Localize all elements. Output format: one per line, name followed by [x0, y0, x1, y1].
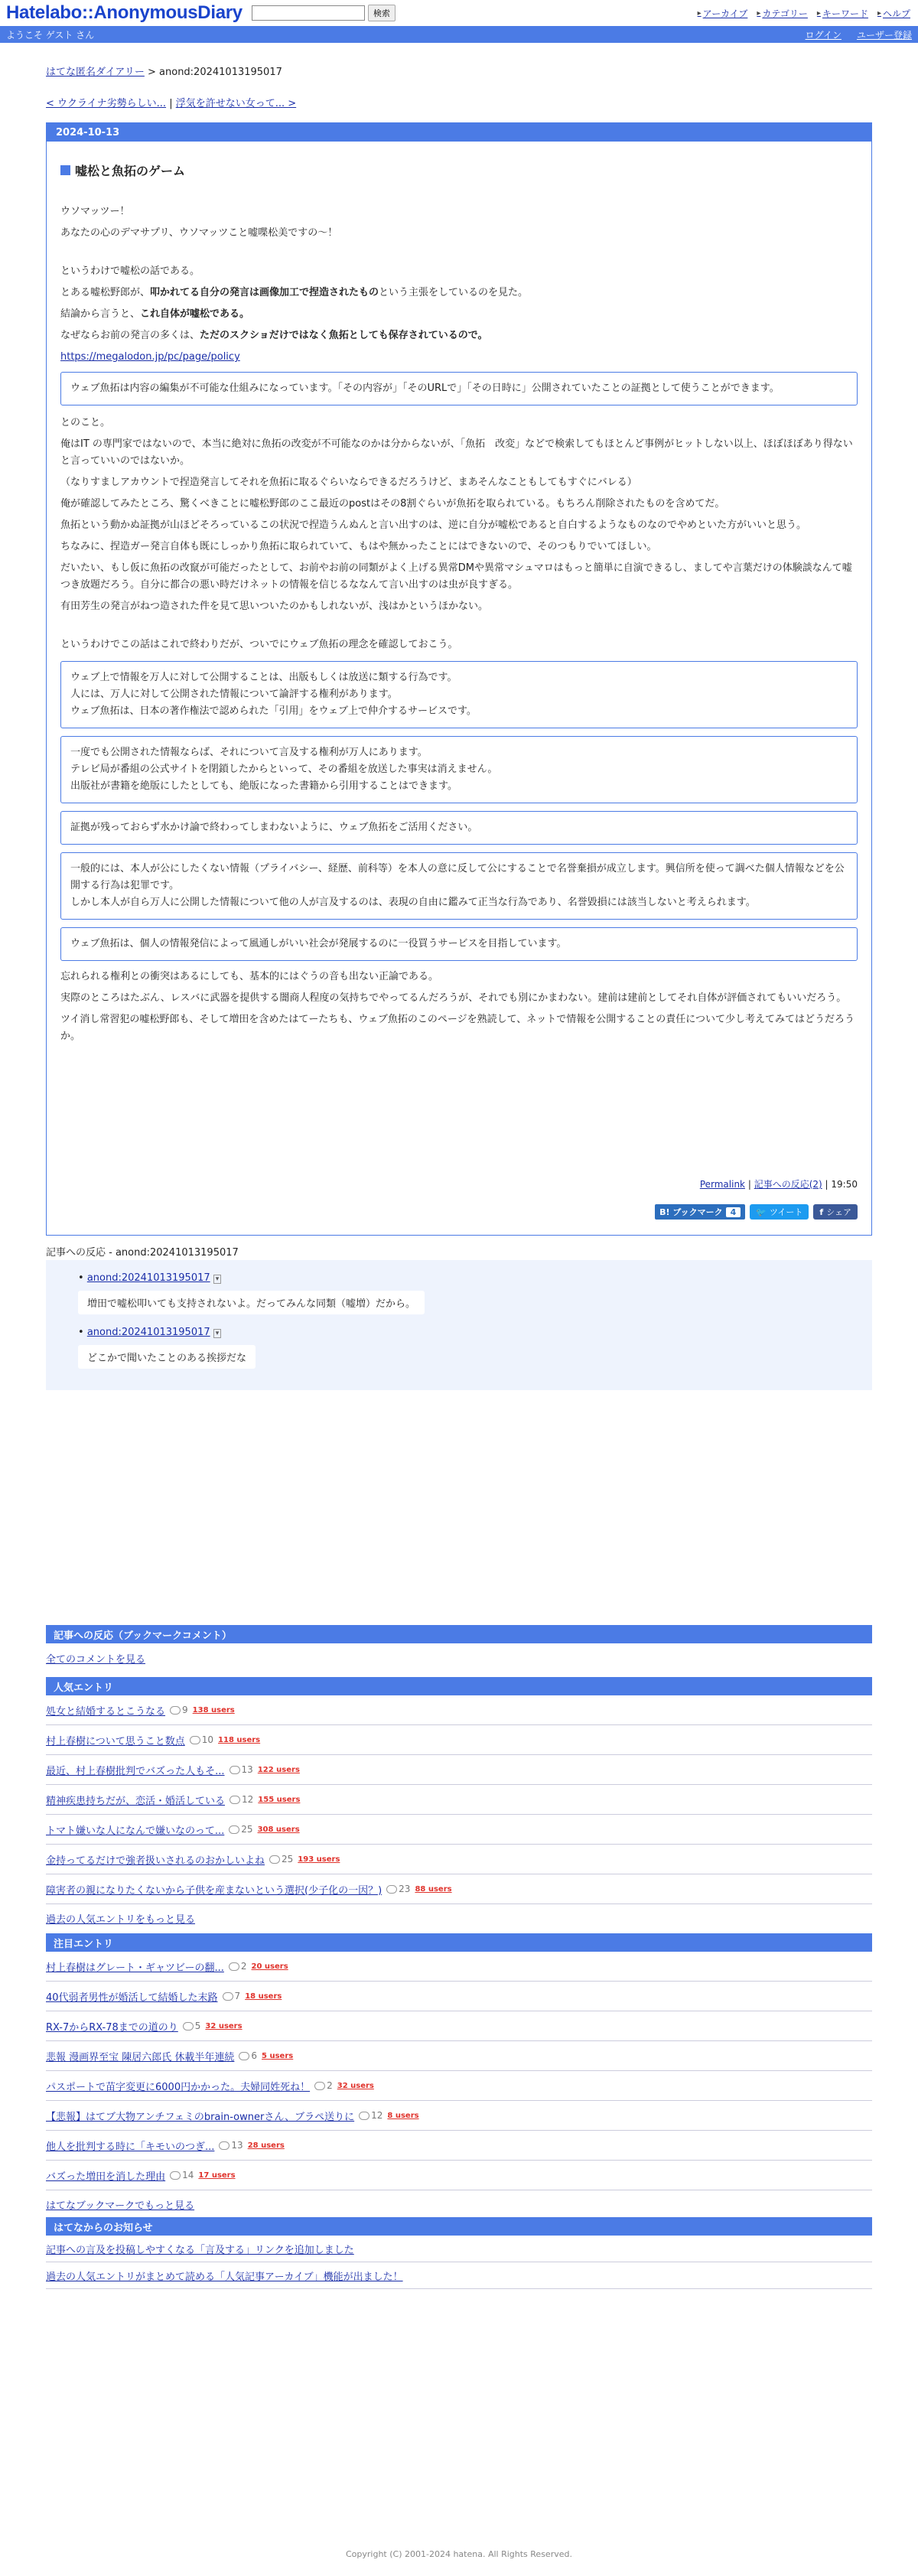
share-label: シェア [826, 1207, 851, 1217]
reaction-link[interactable]: anond:20241013195017 [86, 1327, 210, 1338]
prev-entry-link[interactable]: < ウクライナ劣勢らしい... [46, 98, 167, 109]
policy-link[interactable]: https://megalodon.jp/pc/page/policy [60, 351, 240, 363]
hatena-bookmark-button[interactable] [655, 1204, 745, 1220]
entry-title-text: 嘘松と魚拓のゲーム [75, 164, 186, 178]
comment-bubble-icon [170, 2171, 181, 2180]
para [60, 285, 858, 301]
entry-link[interactable]: 精神疾患持ちだが、恋活・婚活している [46, 1795, 226, 1807]
comment-count-value: 2 [327, 2080, 333, 2091]
comment-bubble-icon [223, 1992, 233, 2001]
pager-sep: | [169, 98, 173, 109]
users-badge[interactable]: 118 users [218, 1735, 261, 1744]
register-link[interactable]: ユーザー登録 [856, 30, 912, 41]
nav-help[interactable] [877, 7, 910, 20]
users-badge[interactable]: 155 users [258, 1795, 301, 1804]
share-buttons [655, 1204, 858, 1220]
entry-row [46, 1755, 872, 1785]
next-entry-link[interactable]: 浮気を許せない女って... > [175, 98, 297, 109]
users-badge[interactable]: 5 users [262, 2051, 294, 2060]
para: あなたの心のデマサプリ、ウソマッツこと嘘喋松美ですの～！ [60, 227, 338, 239]
text: とある嘘松野郎が、 [60, 287, 151, 298]
para: 俺が確認してみたところ、驚くべきことに嘘松野郎のここ最近のpostはその8割ぐらいが魚拓を取られている。もちろん削除されたものを含めてだ。 [60, 498, 725, 510]
users-badge[interactable]: 20 users [251, 1962, 288, 1971]
comment-count-value: 23 [399, 1884, 411, 1894]
users-badge[interactable]: 28 users [247, 2141, 285, 2150]
comment-count[interactable] [170, 1705, 188, 1715]
entry-link[interactable]: 【悲報】はてブ大物アンチフェミのbrain-ownerさん、ブラペ送りに [46, 2111, 355, 2123]
comment-bubble-icon [230, 1766, 240, 1774]
para: だいたい、もし仮に魚拓の改竄が可能だったとして、お前やお前の同類がよく上げる異常DMや異常マシュマロはもっと簡単に自演できるし、ましてや言葉だけの体験談なんて嘘つき放題だろう。自分に都合の悪い時だけネットの情報を信じるななんて言い出すのは虫が良すぎる。 [60, 562, 852, 591]
comment-count-value: 14 [182, 2170, 194, 2180]
para: ちなみに、捏造ガー発言自体も既にしっかり魚拓に取られていて、もはや無かったことにはできないので、そのつもりでいてほしい。 [60, 541, 657, 552]
reactions-link[interactable]: 記事への反応(2) [754, 1179, 822, 1190]
entry-link[interactable]: トマト嫌いな人になんで嫌いなのって... [46, 1825, 225, 1837]
entry-link[interactable]: 金持ってるだけで強者扱いされるのおかしいよね [46, 1855, 265, 1867]
quote-line: テレビ局が番組の公式サイトを閉鎖したからといって、その番組を放送した事実は消えません。 [70, 764, 498, 775]
reactions-label: 記事への反応 - anond:20241013195017 [46, 1247, 239, 1259]
reaction-text: 増田で嘘松叩いても支持されないよ。だってみんな同類（嘘増）だから。 [78, 1291, 425, 1314]
entry-row [46, 1874, 872, 1904]
news-item [46, 2236, 872, 2262]
entry-link[interactable]: パスポートで苗字変更に6000円かかった。夫婦同姓死ね！ [46, 2081, 311, 2093]
notable-list [46, 1952, 872, 2190]
comment-bubble-icon [229, 1962, 239, 1971]
comment-bubble-icon [190, 1736, 200, 1744]
comment-count-value: 9 [182, 1705, 188, 1715]
users-badge[interactable]: 17 users [198, 2171, 236, 2180]
comment-count[interactable] [170, 2170, 194, 2180]
breadcrumb-home[interactable]: はてな匿名ダイアリー [46, 67, 145, 78]
search-input[interactable] [252, 5, 365, 21]
news-link[interactable]: 記事への言及を投稿しやすくなる「言及する」リンクを追加しました [46, 2244, 354, 2256]
nav-category[interactable] [757, 7, 808, 20]
nav-keyword-label: キーワード [822, 8, 868, 19]
user-bar [0, 26, 918, 43]
users-badge[interactable]: 8 users [387, 2111, 419, 2120]
section-heading: はてなからのお知らせ [46, 2217, 872, 2236]
comment-count-value: 2 [240, 1961, 247, 1972]
comment-count[interactable] [359, 2110, 382, 2121]
entry-footer [700, 1177, 858, 1190]
footer-sep: | [825, 1179, 828, 1190]
top-bar [0, 0, 918, 26]
comment-count-value: 12 [242, 1794, 254, 1805]
users-badge[interactable]: 308 users [257, 1825, 300, 1834]
comment-bubble-icon [269, 1855, 280, 1864]
users-badge[interactable]: 32 users [337, 2081, 374, 2090]
comment-count[interactable] [183, 2021, 201, 2031]
comment-count-value: 7 [234, 1991, 241, 2001]
comment-count-value: 10 [201, 1734, 214, 1745]
bookmark-comments-section [46, 1625, 872, 1672]
header-nav [698, 7, 910, 20]
breadcrumb-current: anond:20241013195017 [159, 67, 282, 78]
entry-link[interactable]: 最近、村上春樹批判でバズった人もそ... [46, 1765, 225, 1777]
users-badge[interactable]: 18 users [245, 1991, 282, 2001]
entry-link[interactable]: 村上春樹について思うこと数点 [46, 1735, 185, 1747]
tweet-button[interactable] [750, 1204, 809, 1220]
entry-link[interactable]: RX-7からRX-78までの道のり [46, 2021, 178, 2034]
reactions-tree [46, 1260, 872, 1390]
para [60, 327, 858, 344]
entry-row [46, 1815, 872, 1845]
comment-bubble-icon [219, 2141, 230, 2150]
users-badge[interactable]: 122 users [257, 1765, 300, 1774]
entry-link[interactable]: 村上春樹はグレート・ギャツビーの翻... [46, 1962, 224, 1974]
entry-row [46, 2011, 872, 2041]
text: という主張をしているのを見た。 [379, 287, 529, 298]
entry-row [46, 1982, 872, 2011]
blockquote: ウェブ魚拓は内容の編集が不可能な仕組みになっています。「その内容が」「そのURLで」「その日時に」公開されていたことの証拠として使うことができます。 [60, 372, 858, 405]
para: ウソマッツー！ [60, 206, 130, 217]
quote-line: しかし本人が自ら万人に公開した情報について他の人が言及するのは、表現の自由に鑑みて正当な行為であり、名誉毀損には該当しないと考えられます。 [70, 897, 756, 908]
entry-link[interactable]: 処女と結婚するとこうなる [46, 1705, 166, 1718]
comment-bubble-icon [314, 2082, 325, 2090]
comment-count-value: 13 [241, 1764, 253, 1775]
expand-icon[interactable]: ▾ [213, 1275, 222, 1284]
quote-line: ウェブ魚拓は、日本の著作権法で認められた「引用」をウェブ上で仲介するサービスです。 [70, 705, 477, 717]
comment-bubble-icon [239, 2052, 249, 2060]
site-logo[interactable]: Hatelabo::AnonymousDiary [6, 2, 243, 23]
facebook-share-button[interactable] [813, 1204, 858, 1220]
users-badge[interactable]: 32 users [205, 2021, 243, 2031]
comment-count-value: 25 [282, 1854, 294, 1864]
para: 魚拓という動かぬ証拠が山ほどそろっているこの状況で捏造うんぬんと言い出すのは、逆に自分が嘘松であると自白するようなものなのでやめといた方がいいと思う。 [60, 519, 807, 531]
comment-count[interactable] [223, 1991, 241, 2001]
blockquote [60, 661, 858, 728]
text: なぜならお前の発言の多くは、 [60, 330, 200, 341]
comment-count-value: 6 [251, 2050, 258, 2061]
quote-line: 一般的には、本人が公にしたくない情報（プライバシー、経歴、前科等）を本人の意に反して公にすることで名誉棄損が成立します。興信所を使って調べた個人情報などを公開する行為は犯罪です。 [70, 863, 845, 891]
nav-archive[interactable] [698, 7, 748, 20]
comment-bubble-icon [183, 2022, 194, 2031]
entry-link[interactable]: 他人を批判する時に「キモいのつぎ... [46, 2141, 215, 2153]
reaction-item: • anond:20241013195017 ▾ [78, 1272, 221, 1284]
entry-link[interactable]: 悲報 漫画界至宝 陳居六郎氏 休載半年連続 [46, 2051, 235, 2063]
comment-count-value: 12 [371, 2110, 383, 2121]
comment-count[interactable] [229, 1824, 252, 1835]
entry-date: 2024-10-13 [47, 123, 871, 142]
comment-count[interactable] [230, 1764, 253, 1775]
entry-link[interactable]: 障害者の親になりたくないから子供を産まないという選択(少子化の一因？) [46, 1884, 382, 1897]
blockquote: 証拠が残っておらず水かけ論で終わってしまわないように、ウェブ魚拓をご活用ください。 [60, 811, 858, 845]
nav-category-label: カテゴリー [762, 8, 808, 19]
comment-bubble-icon [386, 1885, 397, 1894]
twitter-bird-icon: 🐦 [756, 1207, 767, 1217]
bookmark-count: 4 [726, 1207, 741, 1217]
reaction-link[interactable]: anond:20241013195017 [86, 1272, 210, 1284]
comment-count[interactable] [229, 1961, 247, 1972]
pager [46, 95, 872, 109]
entry-row [46, 2101, 872, 2131]
keyword-icon: ▸ [816, 9, 821, 18]
comment-bubble-icon [170, 1706, 181, 1715]
entry-link[interactable]: 40代弱者男性が婚活して結婚した末路 [46, 1991, 218, 2004]
para: とのこと。 [60, 417, 111, 428]
entry-row [46, 1725, 872, 1755]
category-icon: ▸ [757, 9, 761, 18]
entry-title[interactable] [60, 161, 858, 179]
quote-line: ウェブ上で情報を万人に対して公開することは、出版もしくは放送に類する行為です。 [70, 672, 457, 683]
comment-count-value: 13 [231, 2140, 243, 2151]
comment-count[interactable] [239, 2050, 257, 2061]
bookmark-label: B! ブックマーク [659, 1207, 723, 1217]
archive-icon: ▸ [697, 9, 702, 18]
blockquote: ウェブ魚拓は、個人の情報発信によって風通しがいい社会が発展するのに一役買うサービスを目指しています。 [60, 927, 858, 961]
blockquote [60, 852, 858, 920]
para [60, 306, 858, 323]
comment-count[interactable] [269, 1854, 293, 1864]
more-hatebu-link[interactable]: はてなブックマークでもっと見る [46, 2200, 195, 2212]
users-badge[interactable]: 138 users [192, 1705, 235, 1715]
reaction-item: • anond:20241013195017 ▾ [78, 1327, 221, 1338]
quote-line: 一度でも公開された情報ならば、それについて言及する権利が万人にあります。 [70, 747, 428, 758]
para: 俺はIT の専門家ではないので、本当に絶対に魚拓の改変が不可能なのかは分からないが、「魚拓 改変」などで検索してもほとんど事例がヒットしない以上、ほぼほぼあり得ないと言っていいのではないか。 [60, 438, 853, 467]
login-link[interactable]: ログイン [805, 30, 842, 41]
tweet-label: ツイート [769, 1207, 803, 1217]
para: というわけで嘘松の話である。 [60, 265, 200, 277]
para [60, 349, 858, 366]
news-item [46, 2262, 872, 2289]
comment-count[interactable] [190, 1734, 213, 1745]
search-button[interactable]: 検索 [368, 5, 396, 21]
facebook-icon: f [819, 1207, 824, 1217]
entry-row [46, 2071, 872, 2101]
title-square-icon [60, 165, 70, 175]
quote-line: 人には、万人に対して公開された情報について論評する権利があります。 [70, 689, 398, 700]
section-heading: 記事への反応（ブックマークコメント） [46, 1625, 872, 1643]
entry-row [46, 2041, 872, 2071]
comment-count-value: 25 [241, 1824, 253, 1835]
para: 有田芳生の発言がねつ造された件を見て思いついたのかもしれないが、浅はかというほかない。 [60, 601, 489, 612]
para: ツイ消し常習犯の嘘松野郎も、そして増田を含めたはてーたちも、ウェブ魚拓のこのページを熟読して、ネットで情報を公開することの責任について少し考えてみてはどうだろうか。 [60, 1014, 855, 1042]
entry-row [46, 1695, 872, 1725]
entry-row [46, 2131, 872, 2161]
comment-count[interactable] [386, 1884, 410, 1894]
nav-keyword[interactable] [817, 7, 868, 20]
para: （なりすましアカウントで捏造発言してそれを魚拓に取るぐらいならできるだろうけど、まあそんなこともしてもすぐにバレる） [60, 477, 637, 488]
more-popular-link[interactable]: 過去の人気エントリをもっと見る [46, 1913, 196, 1926]
para: 実際のところはたぶん、レスバに武器を提供する闇商人程度の気持ちでやってるんだろうが、それでも別にかまわない。建前は建前としてそれ自体が評価されてもいいだろう。 [60, 992, 847, 1004]
text: 叩かれてる自分の発言は画像加工で捏造されたもの [150, 287, 379, 298]
comment-count[interactable] [230, 1794, 253, 1805]
text: これ自体が嘘松である。 [140, 308, 250, 320]
footer-sep: | [747, 1179, 751, 1190]
blockquote [60, 736, 858, 803]
entry [46, 122, 872, 1236]
nav-help-label: ヘルプ [882, 8, 910, 19]
comment-bubble-icon [359, 2112, 369, 2120]
reaction-text: どこかで聞いたことのある挨拶だな [78, 1345, 256, 1369]
expand-icon[interactable]: ▾ [213, 1329, 222, 1338]
comment-count[interactable] [314, 2080, 333, 2091]
users-badge[interactable]: 193 users [298, 1855, 340, 1864]
popular-section [46, 1677, 872, 1932]
news-section [46, 2217, 872, 2289]
text: ただのスクショだけではなく魚拓としても保存されているので。 [200, 330, 488, 341]
users-badge[interactable]: 88 users [415, 1884, 452, 1894]
permalink[interactable]: Permalink [699, 1179, 745, 1190]
copyright: Copyright (C) 2001-2024 hatena. All Rights Reserved. [346, 2549, 572, 2559]
comment-bubble-icon [229, 1825, 239, 1834]
entry-row [46, 1952, 872, 1982]
para: 忘れられる権利との衝突はあるにしても、基本的にはぐうの音も出ない正論である。 [60, 971, 439, 982]
section-heading: 注目エントリ [46, 1933, 872, 1952]
entry-time: 19:50 [831, 1179, 858, 1190]
popular-list [46, 1695, 872, 1904]
nav-archive-label: アーカイブ [702, 8, 748, 19]
breadcrumb [46, 64, 872, 78]
entry-link[interactable]: バズった増田を消した理由 [46, 2171, 166, 2183]
all-comments-link[interactable]: 全てのコメントを見る [46, 1653, 146, 1666]
breadcrumb-sep: > [147, 67, 156, 78]
quote-line: 出版社が書籍を絶版にしたとしても、絶版になった書籍から引用することはできます。 [70, 780, 457, 792]
welcome-text: ようこそ ゲスト さん [6, 29, 95, 41]
entry-row [46, 1845, 872, 1874]
comment-count-value: 5 [194, 2021, 201, 2031]
comment-count[interactable] [219, 2140, 243, 2151]
news-link[interactable]: 過去の人気エントリがまとめて読める「人気記事アーカイブ」機能が出ました！ [46, 2271, 403, 2283]
section-heading: 人気エントリ [46, 1677, 872, 1695]
entry-row [46, 1785, 872, 1815]
comment-bubble-icon [230, 1796, 240, 1804]
para: というわけでこの話はこれで終わりだが、ついでにウェブ魚拓の理念を確認しておこう。 [60, 639, 458, 650]
text: 結論から言うと、 [60, 308, 141, 320]
entry-row [46, 2161, 872, 2190]
notable-section [46, 1933, 872, 2218]
help-icon: ▸ [877, 9, 881, 18]
